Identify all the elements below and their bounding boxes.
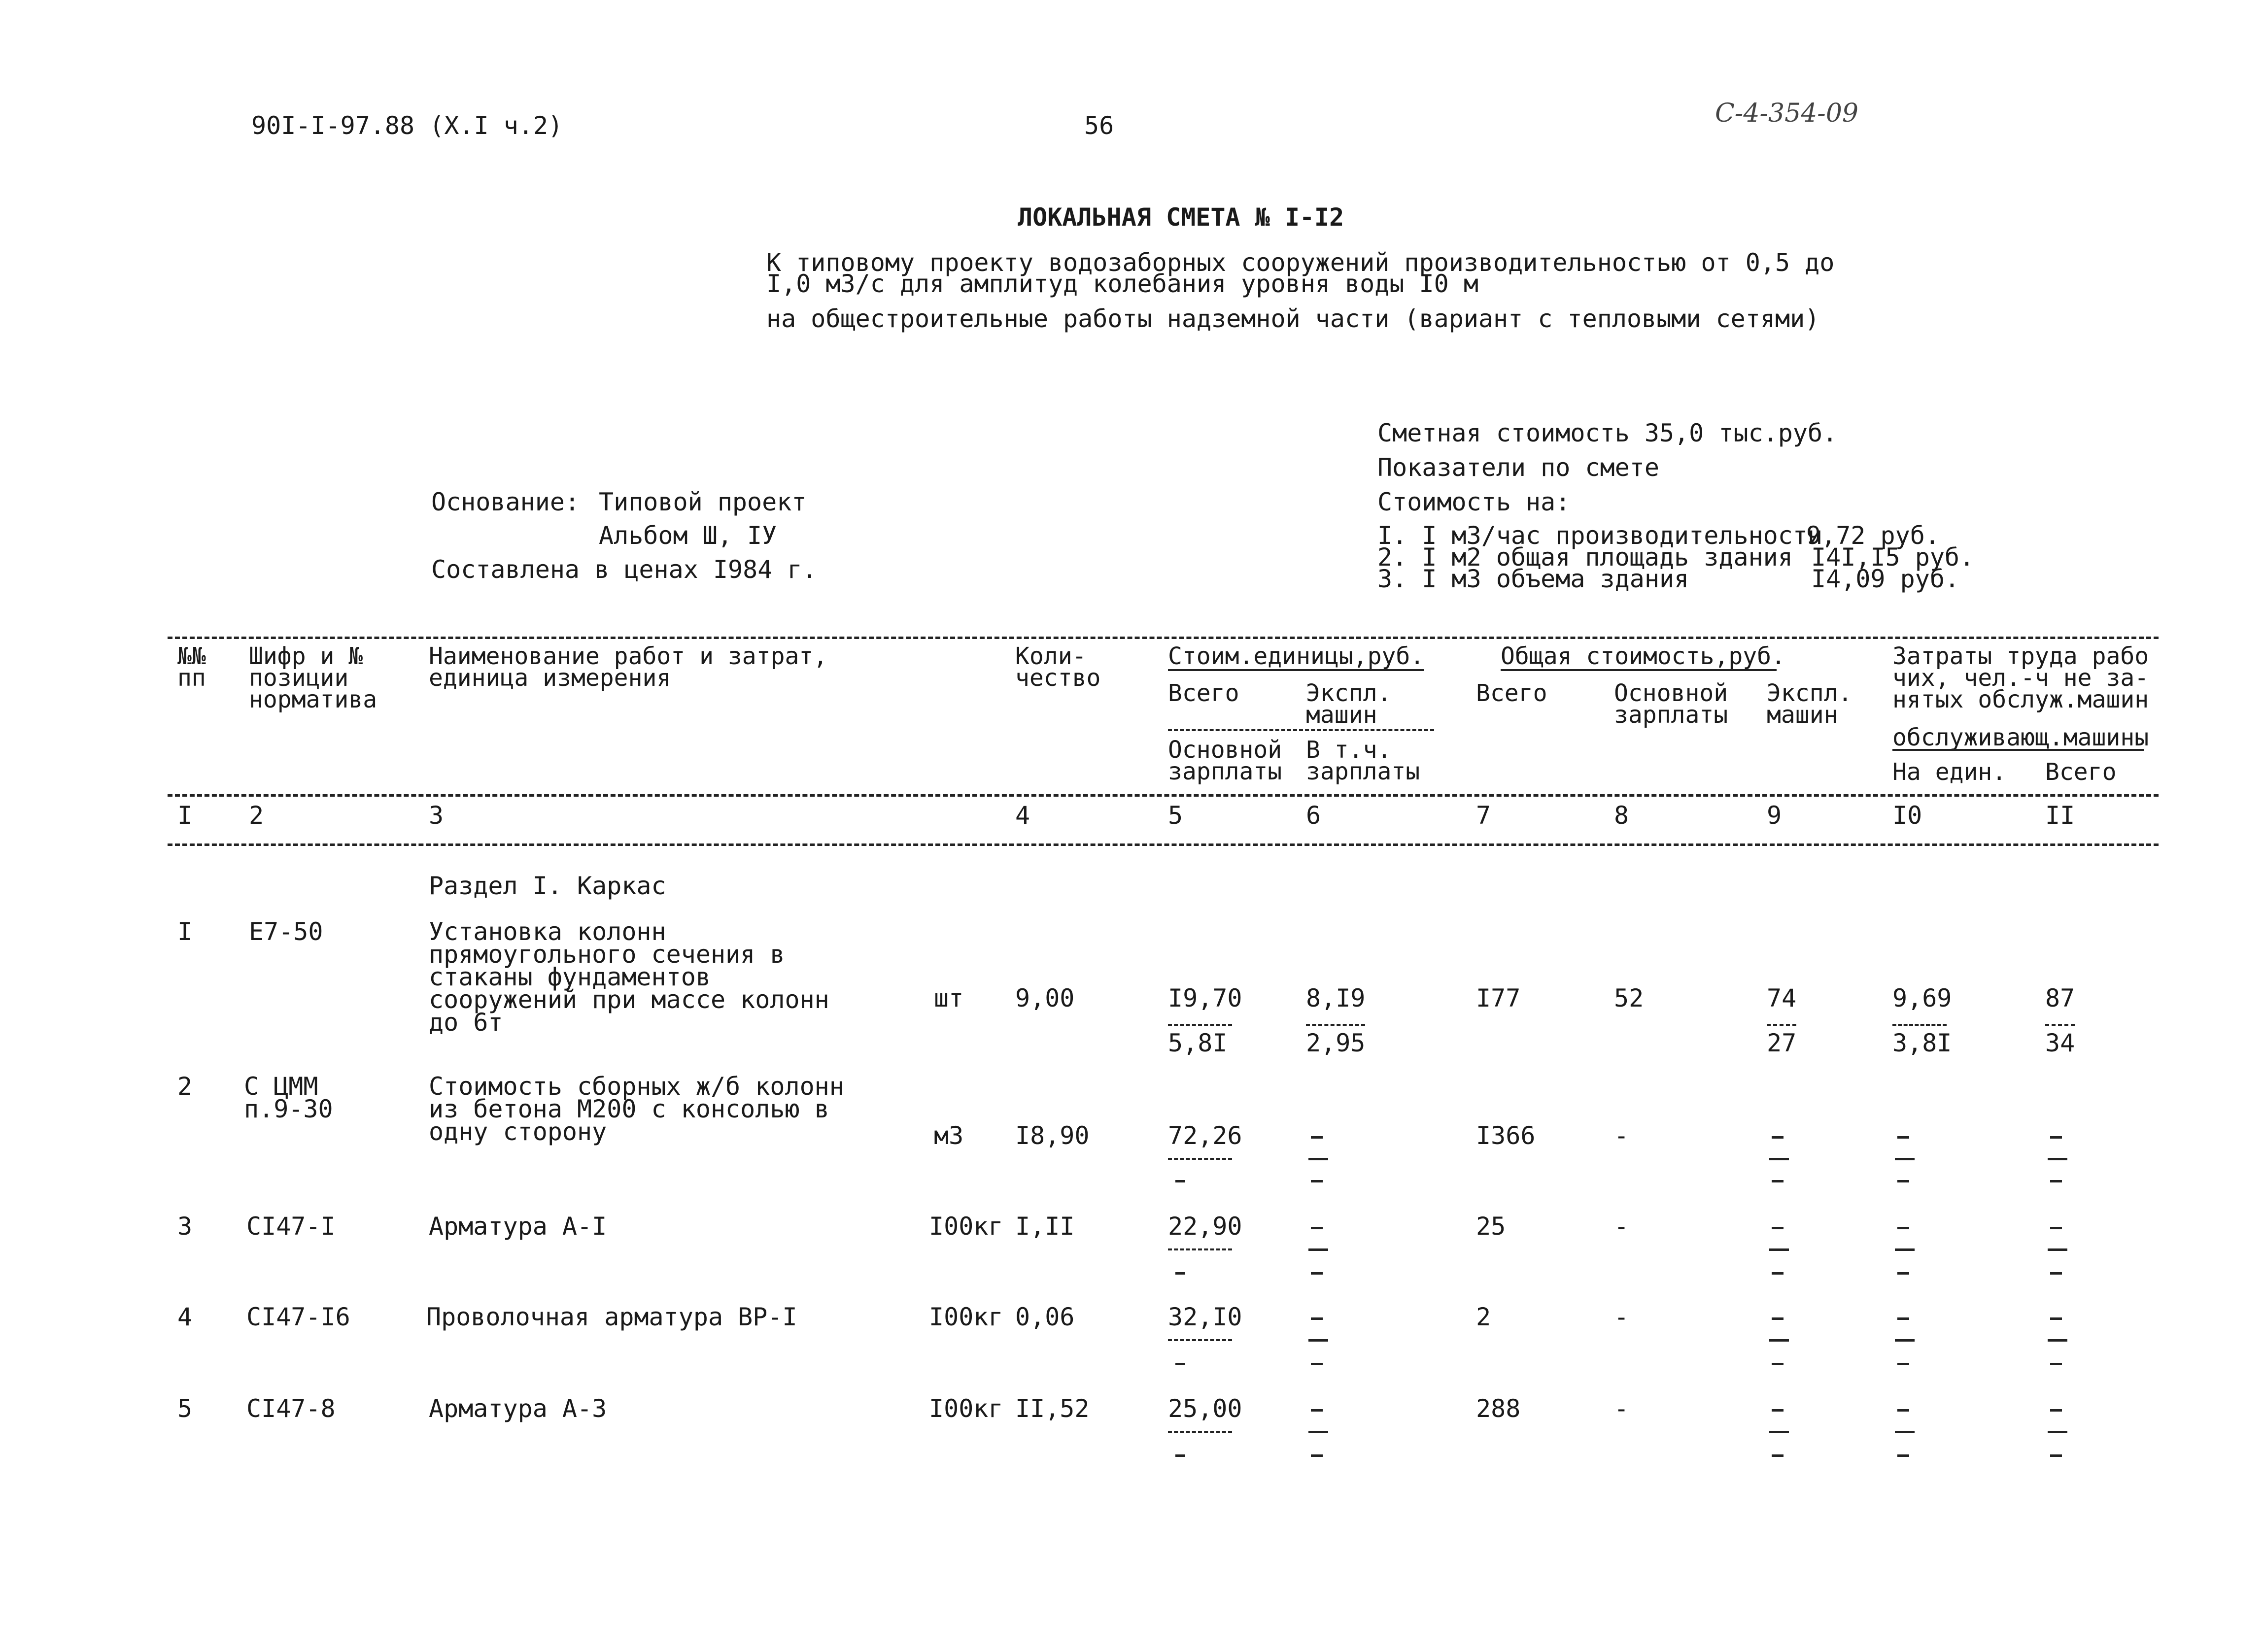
col-header-unit-wage: Основной зарплаты (1168, 736, 1282, 785)
basis-label: Основание: (431, 488, 580, 516)
row-total: I366 (1476, 1121, 1536, 1150)
row-unit: I00кг (929, 1394, 1003, 1423)
empty-value-dash (1175, 1363, 1185, 1365)
row-total-wage: - (1614, 1303, 1629, 1331)
indicator-1-label: I. I м3/час производительности (1377, 521, 1823, 550)
empty-value-dash (1897, 1409, 1909, 1412)
group-header-total-cost: Общая стоимость,руб. (1501, 642, 1785, 670)
empty-value-dash (1175, 1272, 1185, 1275)
col-header-name: Наименование работ и затрат, единица измерения (429, 642, 828, 692)
indicator-1-value: 9,72 руб. (1806, 521, 1940, 550)
row-labor-unit: 9,69 (1892, 984, 1952, 1012)
empty-value-dash (2050, 1363, 2062, 1365)
fraction-line (1895, 1158, 1915, 1160)
empty-value-dash (1311, 1317, 1323, 1320)
fraction-line (2048, 1339, 2067, 1342)
basis-value-2: Альбом Ш, IУ (599, 521, 777, 550)
empty-value-dash (2050, 1317, 2062, 1320)
group-header-labor: Затраты труда рабо чих, чел.-ч не за- нятых обслуж.машин (1892, 642, 2149, 713)
row-total-machines: 74 (1767, 984, 1797, 1012)
row-num: 2 (177, 1072, 193, 1101)
row-num: 5 (177, 1394, 193, 1423)
row-unit: I00кг (929, 1303, 1003, 1331)
col-number: 6 (1306, 801, 1321, 830)
empty-value-dash (2050, 1180, 2062, 1182)
row-name: Арматура А-I (429, 1212, 607, 1241)
row-num: 4 (177, 1303, 193, 1331)
col-header-qty: Коли- чество (1015, 642, 1101, 692)
row-unit-total: 25,00 (1168, 1394, 1242, 1423)
fraction-line (1769, 1248, 1789, 1251)
row-code: Е7-50 (249, 917, 323, 946)
row-unit: I00кг (929, 1212, 1003, 1241)
prices-year: Составлена в ценах I984 г. (431, 555, 817, 584)
indicator-2-label: 2. I м2 общая площадь здания (1377, 543, 1793, 572)
labor-subheader-underline (1892, 749, 2144, 751)
fraction-line (1769, 1431, 1789, 1433)
indicator-3-value: I4,09 руб. (1811, 565, 1960, 593)
col-number: I (177, 801, 193, 830)
row-total: 2 (1476, 1303, 1491, 1331)
fraction-line (1769, 1158, 1789, 1160)
empty-value-dash (1772, 1363, 1784, 1365)
row-unit: шт (934, 984, 964, 1012)
col-header-total-machines: Экспл. машин (1767, 679, 1852, 729)
header-top-rule (168, 637, 2159, 639)
row-total: 25 (1476, 1212, 1506, 1241)
row-labor-total-2: 34 (2045, 1029, 2075, 1057)
empty-value-dash (1311, 1272, 1323, 1275)
empty-value-dash (1897, 1317, 1909, 1320)
row-labor-total: 87 (2045, 984, 2075, 1012)
section-title: Раздел I. Каркас (429, 872, 666, 900)
fraction-line (1168, 1024, 1232, 1026)
empty-value-dash (2050, 1454, 2062, 1457)
row-unit-total: I9,70 (1168, 984, 1242, 1012)
empty-value-dash (1772, 1317, 1784, 1320)
row-code: С ЦММ п.9-30 (244, 1072, 333, 1123)
title-line-2: I,0 м3/с для амплитуд колебания уровня воды I0 м (766, 270, 1478, 298)
row-unit-wage: 5,8I (1168, 1029, 1228, 1057)
empty-value-dash (1311, 1180, 1323, 1182)
empty-value-dash (1175, 1454, 1185, 1457)
fraction-line (1168, 1248, 1232, 1250)
empty-value-dash (1311, 1454, 1323, 1457)
col-header-labor-unit: На един. (1892, 758, 2007, 786)
row-qty: II,52 (1015, 1394, 1090, 1423)
col-header-unit-machines: Экспл. машин (1306, 679, 1392, 729)
fraction-line (1895, 1248, 1915, 1251)
empty-value-dash (1772, 1409, 1784, 1412)
document-code: 90I-I-97.88 (Х.I ч.2) (251, 111, 563, 140)
row-total: I77 (1476, 984, 1521, 1012)
empty-value-dash (1772, 1180, 1784, 1182)
estimate-title: ЛОКАЛЬНАЯ СМЕТА № I-I2 (1018, 203, 1344, 232)
fraction-line (1168, 1158, 1232, 1160)
row-code: CI47-I (246, 1212, 336, 1241)
row-qty: I,II (1015, 1212, 1075, 1241)
row-total-wage: - (1614, 1394, 1629, 1423)
empty-value-dash (1772, 1227, 1784, 1229)
col-header-total: Всего (1476, 679, 1547, 707)
fraction-line (1892, 1024, 1947, 1026)
fraction-line (1168, 1431, 1232, 1433)
empty-value-dash (1311, 1227, 1323, 1229)
row-total: 288 (1476, 1394, 1521, 1423)
row-unit-total: 22,90 (1168, 1212, 1242, 1241)
row-qty: I8,90 (1015, 1121, 1090, 1150)
fraction-line (1308, 1158, 1328, 1160)
empty-value-dash (1311, 1136, 1323, 1139)
fraction-line (2048, 1248, 2067, 1251)
row-qty: 0,06 (1015, 1303, 1075, 1331)
empty-value-dash (1772, 1454, 1784, 1457)
col-number: 3 (429, 801, 444, 830)
row-machines-wage: 2,95 (1306, 1029, 1366, 1057)
row-name: Проволочная арматура ВР-I (426, 1303, 797, 1331)
empty-value-dash (2050, 1409, 2062, 1412)
empty-value-dash (1772, 1272, 1784, 1275)
col-number: II (2045, 801, 2075, 830)
row-code: CI47-I6 (246, 1303, 350, 1331)
fraction-line (1308, 1339, 1328, 1342)
col-number: 9 (1767, 801, 1782, 830)
row-total-wage: - (1614, 1212, 1629, 1241)
row-labor-unit-2: 3,8I (1892, 1029, 1952, 1057)
fraction-line (1895, 1339, 1915, 1342)
empty-value-dash (1897, 1454, 1909, 1457)
col-header-num: №№ пп (177, 642, 206, 692)
fraction-line (1308, 1431, 1328, 1433)
group-underline-total-cost (1501, 669, 1777, 671)
empty-value-dash (1897, 1180, 1909, 1182)
empty-value-dash (1897, 1136, 1909, 1139)
row-unit-total: 72,26 (1168, 1121, 1242, 1150)
col-header-total-wage: Основной зарплаты (1614, 679, 1728, 729)
empty-value-dash (1897, 1227, 1909, 1229)
row-machines: 8,I9 (1306, 984, 1366, 1012)
empty-value-dash (2050, 1136, 2062, 1139)
basis-value-1: Типовой проект (599, 488, 807, 516)
col-number: 2 (249, 801, 264, 830)
column-number-rule (168, 843, 2159, 846)
handwritten-note: С-4-354-09 (1715, 99, 1859, 128)
col-number: 8 (1614, 801, 1629, 830)
row-name: Стоимость сборных ж/б колонн из бетона М200 с консолью в одну сторону (429, 1072, 844, 1146)
fraction-line (1769, 1339, 1789, 1342)
empty-value-dash (1311, 1409, 1323, 1412)
indicator-2-value: I4I,I5 руб. (1811, 543, 1975, 572)
title-line-3: на общестроительные работы надземной части (вариант с тепловыми сетями) (766, 304, 1820, 333)
col-header-unit-incl-wage: В т.ч. зарплаты (1306, 736, 1420, 785)
fraction-line (1895, 1431, 1915, 1433)
row-unit-total: 32,I0 (1168, 1303, 1242, 1331)
row-code: CI47-8 (246, 1394, 336, 1423)
empty-value-dash (1175, 1180, 1185, 1182)
row-num: I (177, 917, 193, 946)
empty-value-dash (1897, 1363, 1909, 1365)
empty-value-dash (2050, 1227, 2062, 1229)
fraction-line (1168, 1339, 1232, 1341)
labor-subheader: обслуживающ.машины (1892, 724, 2149, 751)
row-name: Арматура А-3 (429, 1394, 607, 1423)
indicators-heading: Показатели по смете (1377, 453, 1659, 482)
col-header-unit-total: Всего (1168, 679, 1239, 707)
empty-value-dash (1772, 1136, 1784, 1139)
page-number: 56 (1084, 111, 1114, 140)
col-number: I0 (1892, 801, 1922, 830)
fraction-line (1308, 1248, 1328, 1251)
col-number: 4 (1015, 801, 1030, 830)
empty-value-dash (1897, 1272, 1909, 1275)
cost-per-heading: Стоимость на: (1377, 488, 1571, 516)
col-header-code: Шифр и № позиции норматива (249, 642, 377, 713)
col-number: 7 (1476, 801, 1491, 830)
row-qty: 9,00 (1015, 984, 1075, 1012)
header-bottom-rule (168, 794, 2159, 797)
row-total-wage: 52 (1614, 984, 1644, 1012)
row-name: Установка колонн прямоугольного сечения в стаканы фундаментов сооружений при массе колонн до 6т (429, 917, 829, 1037)
fraction-line (2045, 1024, 2075, 1026)
header-mid-rule (1168, 729, 1434, 731)
title-line-1: К типовому проекту водозаборных сооружений производительностью от 0,5 до (766, 248, 1835, 277)
fraction-line (2048, 1158, 2067, 1160)
estimated-cost: Сметная стоимость 35,0 тыс.руб. (1377, 419, 1838, 447)
row-num: 3 (177, 1212, 193, 1241)
fraction-line (1767, 1024, 1796, 1026)
group-underline-unit-cost (1168, 669, 1424, 671)
row-total-machines-wage: 27 (1767, 1029, 1797, 1057)
empty-value-dash (1311, 1363, 1323, 1365)
row-total-wage: - (1614, 1121, 1629, 1150)
col-number: 5 (1168, 801, 1183, 830)
fraction-line (2048, 1431, 2067, 1433)
indicator-3-label: 3. I м3 объема здания (1377, 565, 1689, 593)
group-header-unit-cost: Стоим.единицы,руб. (1168, 642, 1425, 670)
col-header-labor-total: Всего (2045, 758, 2117, 786)
empty-value-dash (2050, 1272, 2062, 1275)
fraction-line (1306, 1024, 1365, 1026)
row-unit: м3 (934, 1121, 964, 1150)
